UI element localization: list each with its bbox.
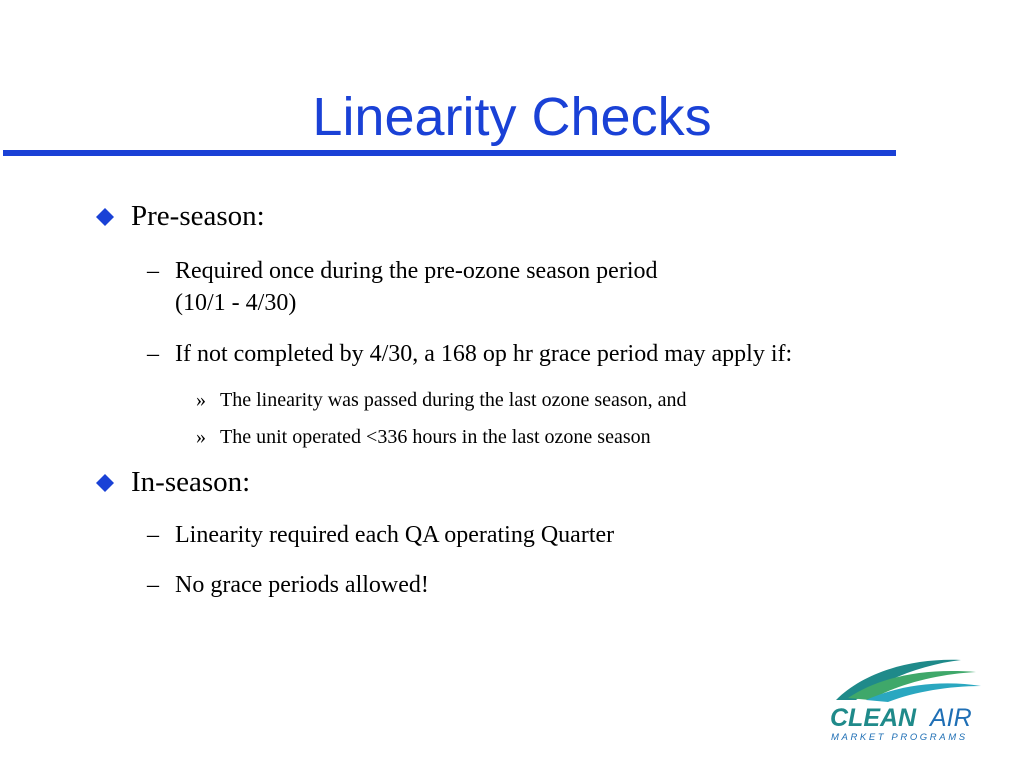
- diamond-bullet-icon: [95, 473, 115, 493]
- dash-marker: –: [147, 341, 159, 367]
- section-heading-pre-season: Pre-season:: [131, 200, 265, 232]
- clean-air-logo: [826, 650, 986, 745]
- pre-season-item-2: If not completed by 4/30, a 168 op hr grace period may apply if:: [175, 341, 793, 367]
- raquo-marker: »: [196, 426, 206, 448]
- title-underline: [3, 150, 896, 156]
- logo-tagline: MARKET PROGRAMS: [831, 732, 968, 743]
- logo-word-air: AIR: [930, 704, 972, 732]
- dash-marker: –: [147, 522, 159, 548]
- pre-season-item-1-line1: Required once during the pre-ozone season period: [175, 258, 658, 284]
- in-season-item-1: Linearity required each QA operating Quarter: [175, 522, 615, 548]
- pre-season-item-1-line2: (10/1 - 4/30): [175, 290, 297, 316]
- slide-title: Linearity Checks: [312, 87, 712, 147]
- raquo-marker: »: [196, 389, 206, 411]
- dash-marker: –: [147, 572, 159, 598]
- dash-marker: –: [147, 258, 159, 284]
- diamond-bullet-icon: [95, 207, 115, 227]
- sub-item-1: The linearity was passed during the last ozone season, and: [220, 389, 687, 411]
- section-heading-in-season: In-season:: [131, 466, 251, 498]
- in-season-item-2: No grace periods allowed!: [175, 572, 429, 598]
- sub-item-2: The unit operated <336 hours in the last ozone season: [220, 426, 651, 448]
- logo-word-clean: CLEAN: [830, 704, 917, 732]
